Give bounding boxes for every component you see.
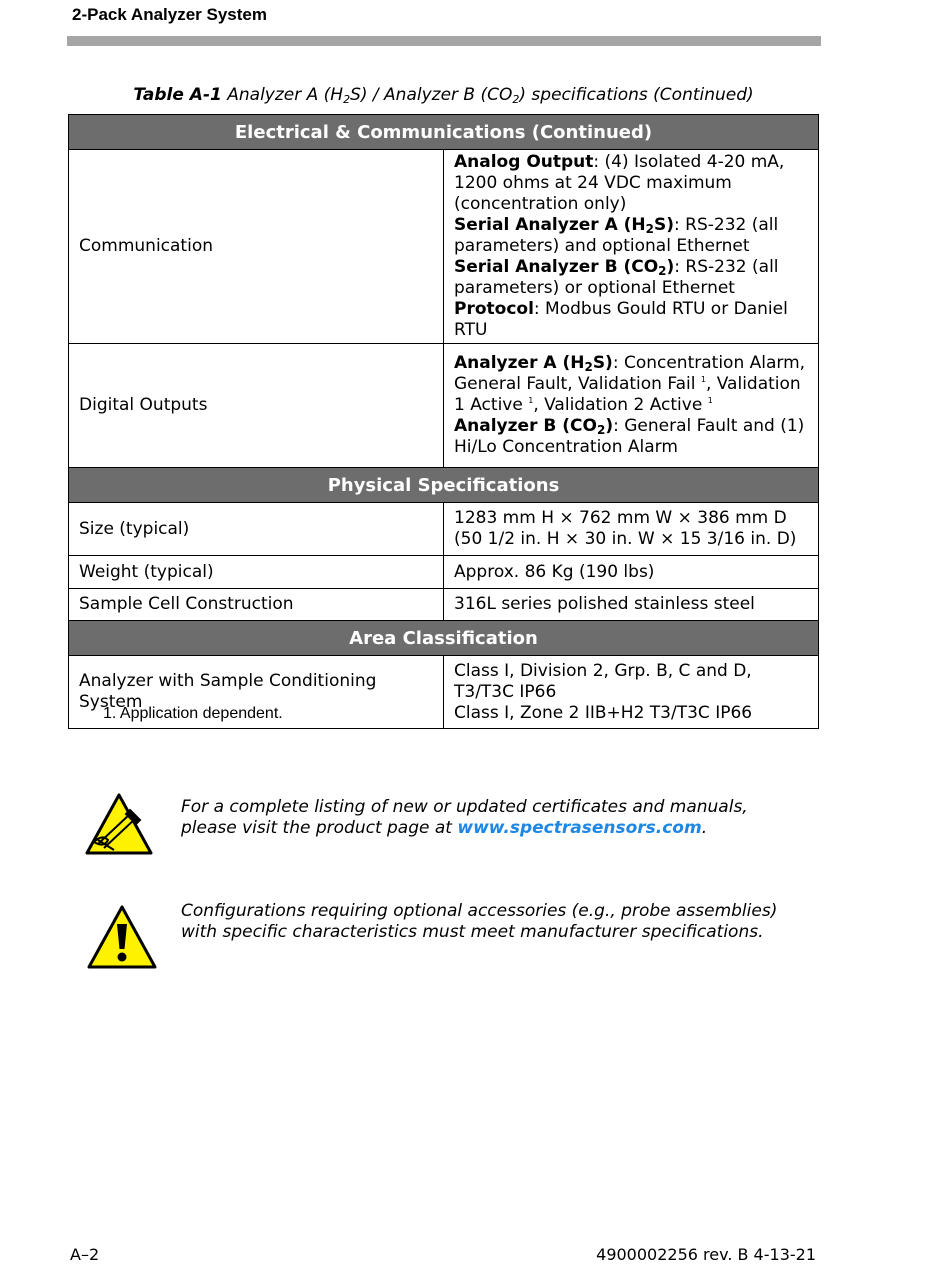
section-header-electrical: Electrical & Communications (Continued) <box>69 115 819 150</box>
analog-output-line <box>454 152 808 215</box>
caption-text: Analyzer A (H <box>221 85 344 105</box>
page-number: A–2 <box>70 1245 100 1264</box>
row-label-analyzer-scs: Analyzer with Sample Conditioning System <box>69 656 444 729</box>
caption-subscript: 2 <box>512 93 520 106</box>
digital-b-label: Analyzer B $(CO_2)$ <box>454 416 614 437</box>
table-caption <box>68 85 819 105</box>
note-end: . <box>701 818 708 838</box>
row-label-size: Size (typical) <box>69 503 444 556</box>
protocol-text: : Modbus Gould RTU or Daniel RTU <box>454 299 788 340</box>
row-value-communication <box>444 150 819 344</box>
section-header-row <box>69 115 819 150</box>
row-value-sample-cell: 316L series polished stainless steel <box>444 589 819 621</box>
analog-output-text: : (4) Isolated 4-20 mA, 1200 ohms at 24 VDC maximum (concentration only) <box>454 152 785 214</box>
protocol-line <box>454 299 808 341</box>
row-value-weight: Approx. 86 Kg (190 lbs) <box>444 556 819 589</box>
warning-text: Configurations requiring optional accessories (e.g., probe assemblies) with specific characteristics must meet manufacturer specifications. <box>181 901 778 942</box>
warning-exclamation-icon <box>86 904 158 970</box>
section-header-row <box>69 468 819 503</box>
note-text <box>181 797 781 839</box>
footnote-marker: 1 <box>528 396 534 405</box>
row-label-communication: Communication <box>69 150 444 344</box>
row-label-weight: Weight (typical) <box>69 556 444 589</box>
table-row <box>69 150 819 344</box>
document-number: 4900002256 rev. B 4-13-21 <box>596 1245 816 1264</box>
classification-line-2: Class I, Zone 2 IIB+H2 T3/T3C IP66 <box>454 702 753 723</box>
analog-output-label: Analog Output <box>454 152 594 172</box>
footnote-marker: 1 <box>700 375 706 384</box>
caption-subscript: 2 <box>343 93 351 106</box>
serial-a-text: : RS-232 (all parameters) and optional Ethernet <box>454 215 779 256</box>
row-label-sample-cell: Sample Cell Construction <box>69 589 444 621</box>
section-header-area: Area Classification <box>69 621 819 656</box>
table-row <box>69 503 819 556</box>
footnote-marker: 1 <box>707 396 713 405</box>
note-body: For a complete listing of new or updated certificates and manuals, please visit the product page at <box>181 797 748 838</box>
digital-b-text: : General Fault and (1) Hi/Lo Concentration Alarm <box>454 416 805 457</box>
serial-b-label: Serial Analyzer B $(CO_2)$ <box>454 257 675 278</box>
table-row <box>69 344 819 468</box>
spec-table <box>68 114 819 729</box>
caption-text: ) specifications (Continued) <box>519 85 754 105</box>
serial-b-text: : RS-232 (all parameters) or optional Ethernet <box>454 257 779 298</box>
caption-label: Table A-1 <box>133 85 222 105</box>
row-value-digital-outputs <box>444 344 819 468</box>
note-pen-triangle-icon <box>84 792 154 856</box>
table-row <box>69 556 819 589</box>
header-rule <box>67 36 821 46</box>
serial-a-label: Serial Analyzer A $(H_2S)$ <box>454 215 675 236</box>
header-title: 2-Pack Analyzer System <box>72 5 267 24</box>
row-value-size <box>444 503 819 556</box>
row-label-digital-outputs: Digital Outputs <box>69 344 444 468</box>
digital-a-line: Analyzer A $(H_2S)$: Concentration Alarm, General Fault, Validation Fail $^1$, Validation 1 Active $^1$, Validation 2 Active $^1$ <box>454 353 806 415</box>
size-metric: 1283 mm H × 762 mm W × 386 mm D <box>454 508 787 528</box>
digital-b-line <box>454 416 808 458</box>
serial-b-line <box>454 257 808 299</box>
digital-a-label: Analyzer A $(H_2S)$ <box>454 353 613 374</box>
table-row <box>69 589 819 621</box>
footnote: 1. Application dependent. <box>103 705 283 722</box>
protocol-label: Protocol <box>454 299 534 319</box>
caption-text: S) / Analyzer B (CO <box>350 85 513 105</box>
classification-line-1: Class I, Division 2, Grp. B, C and D, T3/T3C IP66 <box>454 660 752 702</box>
serial-a-line <box>454 215 808 257</box>
row-value-analyzer-scs <box>444 656 819 729</box>
section-header-physical: Physical Specifications <box>69 468 819 503</box>
size-imperial: (50 1/2 in. H × 30 in. W × 15 3/16 in. D) <box>454 529 797 549</box>
product-page-link[interactable]: www.spectrasensors.com <box>457 818 702 838</box>
section-header-row <box>69 621 819 656</box>
